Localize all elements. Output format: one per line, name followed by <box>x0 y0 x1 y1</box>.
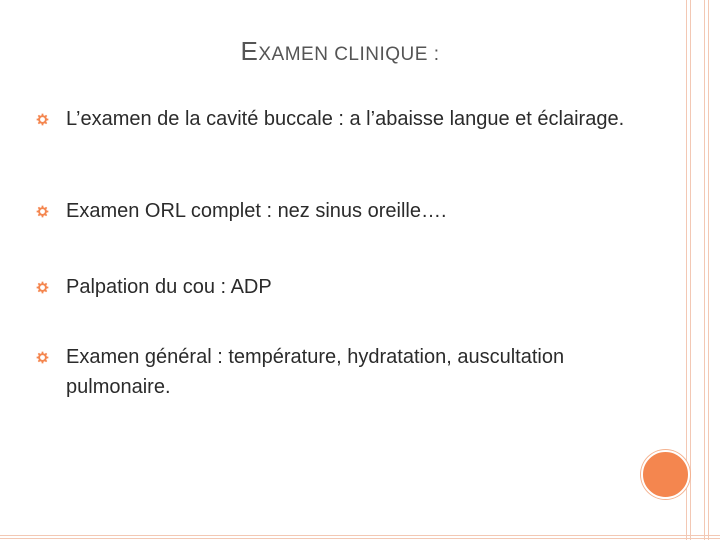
frame-line <box>686 0 687 540</box>
frame-line <box>690 0 691 540</box>
bullet-text: Examen ORL complet : nez sinus oreille…. <box>66 200 447 222</box>
frame-line <box>0 535 720 536</box>
title-first-letter: E <box>240 36 259 66</box>
bullet-text: L’examen de la cavité buccale : a l’abaisse langue et éclairage. <box>66 108 625 130</box>
title-rest: XAMEN CLINIQUE : <box>258 44 440 65</box>
frame-line <box>0 538 720 539</box>
accent-circle <box>641 450 690 499</box>
frame-line <box>704 0 705 540</box>
gear-bullet-icon <box>36 351 49 364</box>
gear-bullet-icon <box>36 281 49 294</box>
frame-line <box>708 0 709 540</box>
bullet-text: Palpation du cou : ADP <box>66 276 272 298</box>
bullet-text: Examen général : température, hydratation, auscultation pulmonaire. <box>66 346 565 398</box>
slide-title <box>0 36 680 67</box>
gear-bullet-icon <box>36 113 49 126</box>
gear-bullet-icon <box>36 205 49 218</box>
